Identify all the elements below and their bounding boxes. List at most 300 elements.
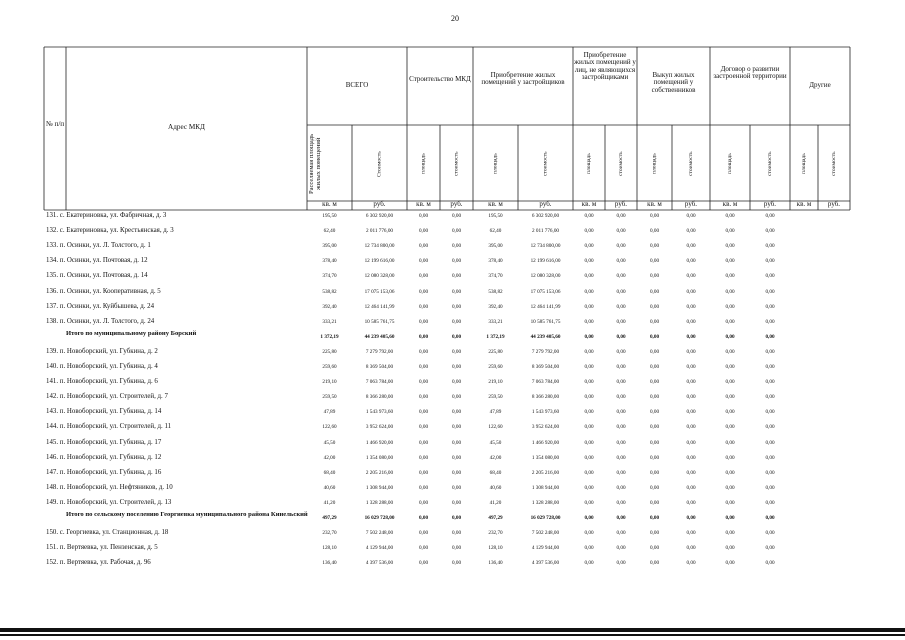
group-header-developers: Приобретение жилых помещений у застройщиков [481,71,565,87]
value-cell: 7 063 784,00 [365,379,394,386]
value-cell: 44 239 405,60 [364,333,395,340]
value-cell: 16 029 728,00 [530,515,561,521]
table-row [46,467,846,482]
value-cell: 0,00 [584,394,594,401]
value-cell: 0,00 [418,515,429,521]
value-cell: 0,00 [451,469,462,476]
value-cell: 12 734 800,00 [530,243,561,250]
value-cell: 0,00 [725,333,735,340]
address-cell: 145. п. Новоборский, ул. Губкина, д. 17 [46,438,162,446]
value-cell: 0,00 [584,484,594,491]
value-cell: 0,00 [616,394,626,401]
value-cell: 0,00 [418,213,429,219]
value-cell: 0,00 [616,303,626,310]
value-cell: 0,00 [686,469,696,476]
table-row [46,391,846,406]
value-cell: 0,00 [649,545,660,552]
value-cell: 0,00 [418,273,429,280]
value-cell: 219,10 [488,379,503,386]
value-cell: 0,00 [686,303,696,310]
value-cell: 0,00 [649,469,660,476]
value-cell: 0,00 [725,409,735,416]
value-cell: 68,40 [489,469,502,476]
table-row [46,286,846,301]
value-cell: 195,50 [488,213,503,219]
value-cell: 17 075 153,06 [530,288,561,295]
value-cell: 0,00 [725,243,735,250]
subheader-area: площадь [586,153,592,175]
value-cell: 0,00 [616,409,626,416]
value-cell: 0,00 [765,318,775,325]
value-cell: 7 279 792,00 [365,348,394,355]
unit-label: руб. [827,200,841,208]
value-cell: 0,00 [725,364,735,370]
value-cell: 12 080 328,00 [364,273,395,280]
value-cell: 40,60 [323,484,336,491]
value-cell: 0,00 [725,288,735,295]
value-cell: 0,00 [686,499,696,506]
value-cell: 47,89 [489,409,502,416]
address-cell: 147. п. Новоборский, ул. Губкина, д. 16 [46,468,162,476]
value-cell: 68,40 [323,469,336,476]
value-cell: 0,00 [616,228,626,235]
value-cell: 0,00 [686,333,696,340]
value-cell: 0,00 [418,439,429,446]
table-row [46,210,846,225]
value-cell: 0,00 [725,560,735,567]
address-cell: 139. п. Новоборский, ул. Губкина, д. 2 [46,347,158,355]
value-cell: 17 075 153,06 [364,288,395,295]
value-cell: 0,00 [616,545,626,552]
address-cell: 141. п. Новоборский, ул. Губкина, д. 6 [46,378,158,386]
value-cell: 0,00 [649,515,660,521]
value-cell: 0,00 [451,439,462,446]
value-cell: 8 366 280,00 [365,394,394,401]
subheader-cost: стоимость [767,151,773,177]
value-cell: 0,00 [418,258,429,265]
address-cell: 136. п. Осинки, ул. Кооперативная, д. 5 [46,287,161,295]
value-cell: 0,00 [584,228,594,235]
subheader-cost: стоимость [831,151,837,177]
subheader-cost: стоимость [453,151,460,177]
value-cell: 0,00 [451,273,462,280]
value-cell: 7 502 248,00 [531,530,560,537]
value-cell: 0,00 [616,560,626,567]
unit-label: кв. м [488,200,503,208]
value-cell: 0,00 [649,409,660,416]
value-cell: 0,00 [725,530,735,537]
value-cell: 0,00 [649,499,660,506]
value-cell: 0,00 [451,258,462,265]
value-cell: 1 466 920,00 [365,439,394,446]
value-cell: 0,00 [686,318,696,325]
value-cell: 0,00 [584,318,594,325]
value-cell: 10 585 761,75 [364,318,395,325]
value-cell: 0,00 [686,258,696,265]
value-cell: 1 354 080,00 [365,454,394,461]
value-cell: 4 397 536,00 [531,560,560,567]
value-cell: 0,00 [686,530,696,537]
value-cell: 0,00 [686,288,696,295]
value-cell: 0,00 [418,333,429,340]
value-cell: 12 734 800,00 [364,243,395,250]
value-cell: 0,00 [584,469,594,476]
value-cell: 12 199 616,00 [530,258,561,265]
value-cell: 1 354 080,00 [531,454,560,461]
value-cell: 62,40 [323,228,336,235]
value-cell: 0,00 [616,454,626,461]
value-cell: 1 328 288,00 [365,499,394,506]
value-cell: 0,00 [418,243,429,250]
value-cell: 0,00 [725,228,735,235]
value-cell: 0,00 [584,364,594,370]
value-cell: 0,00 [649,303,660,310]
value-cell: 0,00 [765,424,775,431]
address-cell: 131. с. Екатериновка, ул. Фабричная, д. 3 [46,212,167,219]
value-cell: 0,00 [584,454,594,461]
value-cell: 392,40 [322,303,337,310]
value-cell: 0,00 [584,409,594,416]
value-cell: 0,00 [616,258,626,265]
subheader-resettled-area: Расселяемая площадь жилых помещений [308,133,323,195]
address-cell: 152. п. Вертяевка, ул. Рабочая, д. 96 [46,559,151,567]
unit-label: кв. м [581,200,597,208]
address-cell: 134. п. Осинки, ул. Почтовая, д. 12 [46,257,148,265]
value-cell: 0,00 [616,333,626,340]
value-cell: 122,60 [488,424,503,431]
value-cell: 259,50 [322,394,337,401]
subheader-cost: Стоимость [376,151,383,177]
value-cell: 0,00 [616,484,626,491]
unit-label: кв. м [722,200,738,208]
value-cell: 0,00 [765,499,775,506]
value-cell: 10 585 761,75 [530,318,561,325]
value-cell: 0,00 [451,213,462,219]
value-cell: 0,00 [686,273,696,280]
value-cell: 0,00 [451,409,462,416]
unit-label: руб. [373,200,386,208]
value-cell: 40,60 [489,484,502,491]
value-cell: 0,00 [649,484,660,491]
value-cell: 0,00 [686,394,696,401]
unit-label: руб. [614,200,628,208]
value-cell: 0,00 [765,258,775,265]
value-cell: 0,00 [649,379,660,386]
table-row [46,225,846,240]
value-cell: 0,00 [765,515,775,521]
address-cell: 142. п. Новоборский, ул. Строителей, д. 7 [46,393,168,401]
subheader-cost: стоимость [542,151,549,177]
value-cell: 0,00 [649,530,660,537]
table-row [46,421,846,436]
table-row [46,437,846,452]
value-cell: 0,00 [765,469,775,476]
value-cell: 0,00 [765,288,775,295]
value-cell: 0,00 [765,394,775,401]
value-cell: 0,00 [616,469,626,476]
value-cell: 0,00 [616,424,626,431]
value-cell: 0,00 [686,454,696,461]
value-cell: 4 129 944,00 [365,545,394,552]
col-header-num: № п/п [45,120,65,128]
value-cell: 0,00 [451,499,462,506]
value-cell: 0,00 [584,379,594,386]
value-cell: 0,00 [765,454,775,461]
value-cell: 0,00 [451,484,462,491]
value-cell: 232,70 [322,530,337,537]
table-row [46,270,846,285]
value-cell: 378,40 [322,258,337,265]
value-cell: 0,00 [649,560,660,567]
value-cell: 45,50 [323,439,336,446]
value-cell: 8 369 504,00 [531,364,560,370]
value-cell: 497,29 [322,515,337,521]
value-cell: 0,00 [649,439,660,446]
value-cell: 0,00 [451,228,462,235]
value-cell: 0,00 [725,303,735,310]
value-cell: 538,82 [322,288,337,295]
value-cell: 7 502 248,00 [365,530,394,537]
value-cell: 0,00 [418,484,429,491]
value-cell: 0,00 [725,394,735,401]
value-cell: 12 080 328,00 [530,273,561,280]
value-cell: 0,00 [649,333,660,340]
value-cell: 0,00 [725,515,735,521]
value-cell: 333,21 [488,318,503,325]
value-cell: 0,00 [616,364,626,370]
value-cell: 122,60 [322,424,337,431]
value-cell: 8 369 504,00 [365,364,394,370]
unit-label: кв. м [416,200,431,208]
subheader-area: площадь [420,153,427,175]
value-cell: 0,00 [765,228,775,235]
value-cell: 136,40 [488,560,503,567]
value-cell: 0,00 [451,288,462,295]
value-cell: 0,00 [725,484,735,491]
value-cell: 0,00 [649,243,660,250]
table-row [46,255,846,270]
value-cell: 0,00 [418,530,429,537]
value-cell: 2 011 776,00 [365,228,394,235]
value-cell: 0,00 [649,258,660,265]
value-cell: 0,00 [765,439,775,446]
address-cell: Итого по муниципальному району Борский [66,329,197,337]
value-cell: 0,00 [686,243,696,250]
value-cell: 0,00 [584,258,594,265]
value-cell: 0,00 [584,439,594,446]
value-cell: 0,00 [418,560,429,567]
table-row [46,240,846,255]
value-cell: 1 543 973,60 [365,409,394,416]
value-cell: 0,00 [616,273,626,280]
value-cell: 42,00 [489,454,502,461]
value-cell: 395,00 [322,243,337,250]
value-cell: 0,00 [418,288,429,295]
value-cell: 44 239 405,60 [530,333,561,340]
value-cell: 12 199 616,00 [364,258,395,265]
value-cell: 219,10 [322,379,337,386]
table-row [46,482,846,497]
value-cell: 0,00 [649,213,660,219]
value-cell: 0,00 [418,454,429,461]
value-cell: 1 372,19 [320,333,339,340]
value-cell: 6 302 920,00 [531,213,560,219]
address-cell: 135. п. Осинки, ул. Почтовая, д. 14 [46,272,148,280]
address-cell: 150. с. Георгиевка, ул. Станционная, д. 18 [46,529,169,537]
value-cell: 0,00 [686,424,696,431]
value-cell: 41,20 [323,499,336,506]
table-row [46,301,846,316]
group-header-construction: Строительство МКД [409,75,471,83]
address-cell: 140. п. Новоборский, ул. Губкина, д. 4 [46,363,158,370]
value-cell: 0,00 [451,318,462,325]
subheader-area: площадь [651,153,658,175]
value-cell: 0,00 [616,499,626,506]
group-header-buyout: Выкуп жилых помещений у собственников [651,71,696,94]
value-cell: 128,10 [488,545,503,552]
value-cell: 0,00 [418,379,429,386]
value-cell: 6 302 920,00 [365,213,394,219]
value-cell: 0,00 [649,424,660,431]
unit-label: кв. м [647,200,662,208]
value-cell: 1 372,19 [486,333,505,340]
value-cell: 378,40 [488,258,503,265]
group-header-territory: Договор о развитии застроенной территории [713,65,787,81]
value-cell: 0,00 [725,258,735,265]
value-cell: 7 063 784,00 [531,379,560,386]
value-cell: 0,00 [649,364,660,370]
value-cell: 0,00 [584,560,594,567]
value-cell: 16 029 728,00 [364,515,395,521]
value-cell: 0,00 [584,499,594,506]
address-cell: 146. п. Новоборский, ул. Губкина, д. 12 [46,453,162,461]
value-cell: 0,00 [725,273,735,280]
value-cell: 0,00 [451,379,462,386]
group-header-total: ВСЕГО [345,81,369,89]
value-cell: 0,00 [418,469,429,476]
value-cell: 0,00 [584,303,594,310]
value-cell: 0,00 [765,303,775,310]
value-cell: 0,00 [765,409,775,416]
value-cell: 2 205 216,00 [365,469,394,476]
table-row [46,542,846,557]
value-cell: 0,00 [418,348,429,355]
value-cell: 0,00 [451,303,462,310]
table-row [46,376,846,391]
unit-label: руб. [684,200,698,208]
value-cell: 0,00 [451,348,462,355]
value-cell: 0,00 [616,530,626,537]
value-cell: 259,60 [488,364,503,370]
value-cell: 0,00 [649,318,660,325]
value-cell: 47,89 [323,409,336,416]
value-cell: 0,00 [686,515,696,521]
value-cell: 0,00 [765,364,775,370]
value-cell: 0,00 [649,288,660,295]
value-cell: 0,00 [616,288,626,295]
value-cell: 497,29 [488,515,503,521]
value-cell: 0,00 [584,424,594,431]
value-cell: 0,00 [418,424,429,431]
value-cell: 0,00 [686,409,696,416]
unit-label: руб. [763,200,777,208]
value-cell: 0,00 [451,394,462,401]
subheader-area: площадь [727,153,733,175]
value-cell: 0,00 [725,424,735,431]
value-cell: 0,00 [418,303,429,310]
value-cell: 0,00 [616,243,626,250]
value-cell: 1 308 944,00 [531,484,560,491]
value-cell: 0,00 [725,379,735,386]
address-cell: 144. п. Новоборский, ул. Строителей, д. 11 [46,423,172,431]
address-cell: 149. п. Новоборский, ул. Строителей, д. 13 [46,498,172,506]
page-number: 20 [451,14,459,23]
value-cell: 0,00 [584,213,594,219]
value-cell: 0,00 [686,364,696,370]
value-cell: 0,00 [584,243,594,250]
value-cell: 0,00 [765,545,775,552]
table-row [46,346,846,361]
value-cell: 0,00 [584,348,594,355]
unit-label: руб. [450,200,463,208]
group-header-non-developers: Приобретение жилых помещений у лиц, не являющихся застройщиками [574,51,636,82]
value-cell: 0,00 [649,394,660,401]
value-cell: 0,00 [451,545,462,552]
value-cell: 4 397 536,00 [365,560,394,567]
value-cell: 0,00 [725,469,735,476]
value-cell: 0,00 [765,273,775,280]
value-cell: 0,00 [616,439,626,446]
value-cell: 0,00 [686,348,696,355]
value-cell: 0,00 [616,318,626,325]
value-cell: 0,00 [686,545,696,552]
subheader-cost: стоимость [688,151,694,177]
value-cell: 136,40 [322,560,337,567]
value-cell: 0,00 [584,530,594,537]
value-cell: 259,60 [322,364,337,370]
value-cell: 0,00 [451,243,462,250]
value-cell: 41,20 [489,499,502,506]
value-cell: 225,80 [322,348,337,355]
value-cell: 0,00 [584,288,594,295]
value-cell: 1 308 944,00 [365,484,394,491]
value-cell: 374,70 [322,273,337,280]
value-cell: 8 366 280,00 [531,394,560,401]
unit-label: кв. м [796,200,812,208]
value-cell: 0,00 [451,454,462,461]
value-cell: 0,00 [584,273,594,280]
value-cell: 0,00 [765,560,775,567]
address-cell: Итого по сельскому поселению Георгиевка муниципального района Кинельский [66,511,308,518]
value-cell: 3 952 624,00 [365,424,394,431]
value-cell: 0,00 [686,213,696,219]
table-row [46,557,846,572]
value-cell: 374,70 [488,273,503,280]
table-row [46,527,846,542]
value-cell: 0,00 [451,530,462,537]
value-cell: 0,00 [418,318,429,325]
value-cell: 0,00 [418,545,429,552]
value-cell: 0,00 [765,348,775,355]
table-row [46,452,846,467]
value-cell: 62,40 [489,228,502,235]
value-cell: 0,00 [725,454,735,461]
value-cell: 0,00 [418,409,429,416]
value-cell: 0,00 [725,545,735,552]
address-cell: 148. п. Новоборский, ул. Нефтяников, д. 10 [46,483,173,491]
value-cell: 0,00 [616,515,626,521]
value-cell: 0,00 [765,530,775,537]
